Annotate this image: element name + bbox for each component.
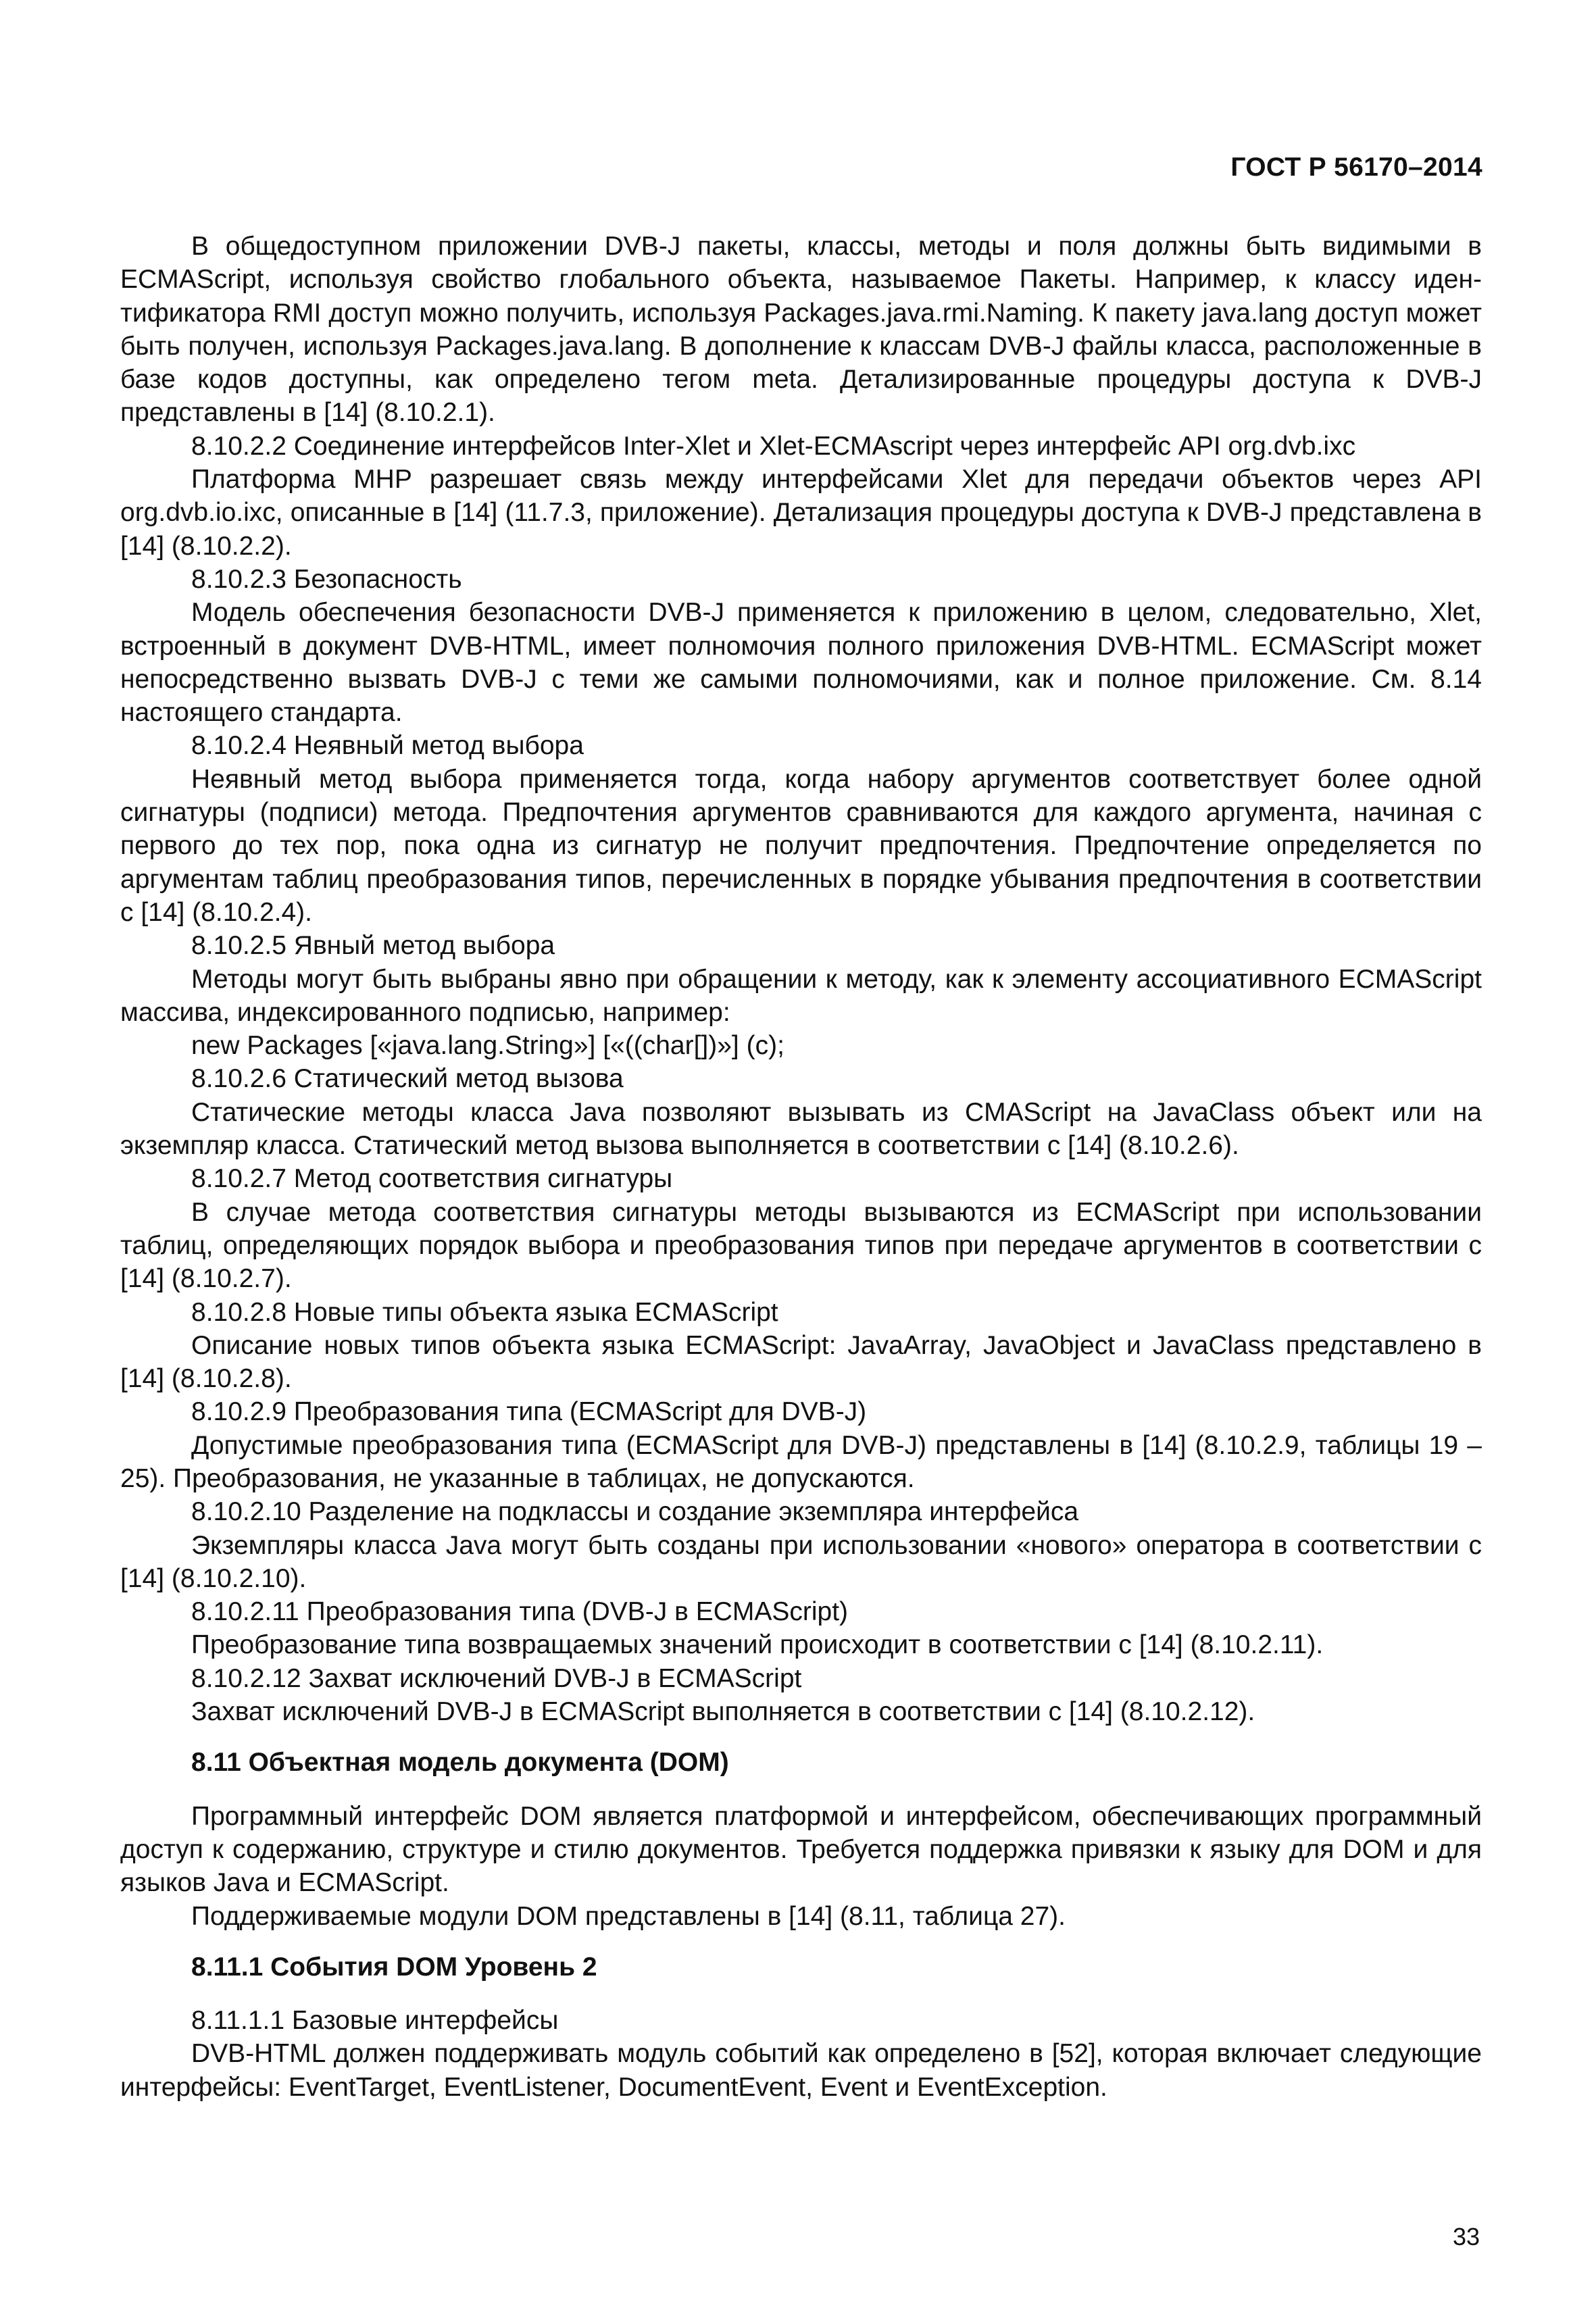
paragraph: Программный интерфейс DOM является платформой и интерфейсом, обеспечивающих программный доступ к содержанию, структуре и стилю документов. Требуется поддержка привязки к языку для DOM и для языков Java и ECMAScript. <box>120 1801 1482 1898</box>
clause-title: 8.10.2.10 Разделение на подклассы и создание экземпляра интерфейса <box>191 1497 1079 1527</box>
paragraph: DVB-HTML должен поддерживать модуль событий как определено в [52], которая включает следующие интерфейсы: EventTarget, EventListener, DocumentEvent, Event и EventException. <box>120 2039 1482 2102</box>
paragraph: Платформа MHP разрешает связь между интерфейсами Xlet для передачи объектов через API org.dvb.io.ixc, описанные в [14] (11.7.3, приложение). Детализация процедуры доступа к DVB-J представлена в [14] (8.10.2.2). <box>120 465 1482 561</box>
clause-title: 8.10.2.9 Преобразования типа (ECMAScript для DVB-J) <box>191 1397 867 1427</box>
page-body <box>120 230 1482 2104</box>
clause-title: 8.10.2.3 Безопасность <box>191 564 462 594</box>
paragraph: Экземпляры класса Java могут быть созданы при использовании «нового» оператора в соответствии с [14] (8.10.2.10). <box>120 1530 1482 1593</box>
paragraph: Захват исключений DVB-J в ECMAScript выполняется в соответствии с [14] (8.10.2.12). <box>191 1697 1255 1727</box>
clause-title: 8.10.2.7 Метод соответствия сигнатуры <box>191 1164 673 1194</box>
clause-title: 8.10.2.8 Новые типы объекта языка ECMAScript <box>191 1297 778 1327</box>
paragraph: Неявный метод выбора применяется тогда, когда набору аргументов соответствует более одной сигнатуры (подписи) метода. Предпочтения аргументов сравниваются для каждого аргумента, начиная с первого до тех пор, пока одна из сигнатур не получит предпочтения. Предпочтение определяется по аргументам таблиц преобразования типов, перечисленных в порядке убывания предпочтения в соответствии с [14] (8.10.2.4). <box>120 764 1482 927</box>
clause-title: 8.10.2.2 Соединение интерфейсов Inter-Xlet и Xlet-ECMAscript через интерфейс API org.dvb.ixc <box>191 431 1356 461</box>
clause-title: 8.11.1.1 Базовые интерфейсы <box>191 2006 559 2036</box>
paragraph: В общедоступном приложении DVB-J пакеты, классы, методы и поля должны быть видимыми в ECMAScript, используя свойство глобального объекта, называемое Пакеты. Например, к классу идентификатора RMI доступ можно получить, используя Packages.java.rmi.Naming. К пакету java.lang доступ может быть получен, используя Packages.java.lang. В дополнение к классам DVB-J файлы класса, расположенные в базе кодов доступны, как определено тегом meta. Детализированные процедуры доступа к DVB-J представлены в [14] (8.10.2.1). <box>120 232 1482 428</box>
paragraph: Преобразование типа возвращаемых значений происходит в соответствии с [14] (8.10.2.11). <box>191 1630 1324 1660</box>
section-heading: 8.11 Объектная модель документа (DOM) <box>191 1748 729 1778</box>
clause-title: 8.10.2.6 Статический метод вызова <box>191 1064 624 1094</box>
clause-title: 8.10.2.5 Явный метод выбора <box>191 931 555 961</box>
subsection-heading: 8.11.1 События DOM Уровень 2 <box>191 1952 597 1982</box>
paragraph: Методы могут быть выбраны явно при обращении к методу, как к элементу ассоциативного ECMAScript массива, индексированного подписью, например: <box>120 964 1482 1027</box>
page-number: 33 <box>1452 2223 1480 2250</box>
paragraph: Описание новых типов объекта языка ECMAScript: JavaArray, JavaObject и JavaClass представлено в [14] (8.10.2.8). <box>120 1330 1482 1394</box>
code-example: new Packages [«java.lang.String»] [«((char[])»] (c); <box>191 1031 784 1061</box>
paragraph: Статические методы класса Java позволяют вызывать из CMAScript на JavaClass объект или на экземпляр класса. Статический метод вызова выполняется в соответствии с [14] (8.10.2.6). <box>120 1097 1482 1161</box>
paragraph: Модель обеспечения безопасности DVB-J применяется к приложению в целом, следовательно, Xlet, встроенный в документ DVB-HTML, имеет полномочия полного приложения DVB-HTML. ECMAScript может непосредственно вызвать DVB-J с теми же самыми полномочиями, как и полное приложение. См. 8.14 настоящего стандарта. <box>120 598 1482 728</box>
clause-title: 8.10.2.11 Преобразования типа (DVB-J в ECMAScript) <box>191 1597 849 1627</box>
clause-title: 8.10.2.12 Захват исключений DVB-J в ECMAScript <box>191 1663 802 1693</box>
paragraph: Допустимые преобразования типа (ECMAScript для DVB-J) представлены в [14] (8.10.2.9, таблицы 19 – 25). Преобразования, не указанные в таблицах, не допускаются. <box>120 1430 1482 1493</box>
paragraph: Поддерживаемые модули DOM представлены в [14] (8.11, таблица 27). <box>191 1901 1066 1931</box>
clause-title: 8.10.2.4 Неявный метод выбора <box>191 731 584 761</box>
paragraph: В случае метода соответствия сигнатуры методы вызываются из ECMAScript при использовании таблиц, определяющих порядок выбора и преобразования типов при передаче аргументов в соответствии с [14] (8.10.2.7). <box>120 1197 1482 1294</box>
standard-designation: ГОСТ Р 56170–2014 <box>1230 153 1482 182</box>
